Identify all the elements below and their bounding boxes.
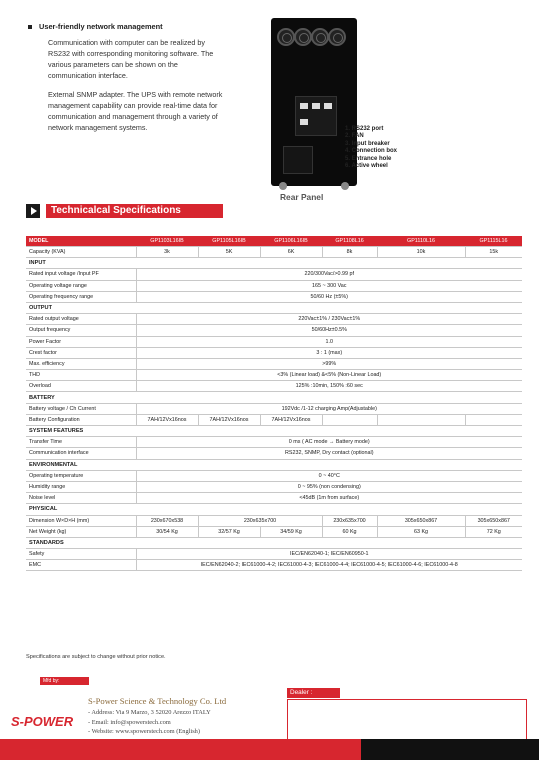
table-cell: GP1110L16 xyxy=(377,236,465,247)
table-row xyxy=(26,347,522,358)
table-cell: 60 Kg xyxy=(322,526,377,537)
feature-block xyxy=(28,22,228,141)
parts-list-item: 6. Active wheel xyxy=(345,163,388,170)
table-cell: 30/54 Kg xyxy=(136,526,198,537)
table-cell: 165 ~ 300 Vac xyxy=(136,280,522,291)
table-row xyxy=(26,358,522,369)
table-cell: 72 Kg xyxy=(465,526,522,537)
table-cell: 34/59 Kg xyxy=(260,526,322,537)
table-cell: 63 Kg xyxy=(377,526,465,537)
table-cell: GP1108L16 xyxy=(322,236,377,247)
table-row xyxy=(26,560,522,571)
table-section-row xyxy=(26,392,522,403)
fan-icon xyxy=(311,28,329,46)
table-row xyxy=(26,325,522,336)
table-cell: 6K xyxy=(260,247,322,258)
rs232-port-panel xyxy=(295,96,337,136)
section-label: BATTERY xyxy=(26,392,522,403)
table-cell: 230x635x700 xyxy=(322,515,377,526)
table-cell: 220/300Vac/>0.99 pf xyxy=(136,269,522,280)
table-row xyxy=(26,269,522,280)
parts-list-item: 2. FAN xyxy=(345,133,364,140)
table-row xyxy=(26,470,522,481)
table-row xyxy=(26,493,522,504)
footer-bar-dark xyxy=(361,739,539,760)
parts-list-item: 3. Input breaker xyxy=(345,140,390,147)
table-cell: 0 ~ 95% (non condensing) xyxy=(136,481,522,492)
feature-heading xyxy=(28,22,228,31)
table-cell: Crest factor xyxy=(26,347,136,358)
company-address: - Address: Via 9 Marzo, 3 52020 Arezzo ITALY xyxy=(88,709,211,716)
feature-heading-text: User-friendly network management xyxy=(39,22,163,31)
parts-list xyxy=(345,126,397,170)
table-cell: Operating temperature xyxy=(26,470,136,481)
table-cell: 3k xyxy=(136,247,198,258)
table-cell: Output frequency xyxy=(26,325,136,336)
table-section-row xyxy=(26,537,522,548)
table-cell: Overload xyxy=(26,381,136,392)
table-cell: 8k xyxy=(322,247,377,258)
table-cell: 15k xyxy=(465,247,522,258)
company-info xyxy=(88,696,226,737)
company-name: S-Power Science & Technology Co. Ltd xyxy=(88,696,227,706)
table-cell: 230x635x700 xyxy=(198,515,322,526)
table-row xyxy=(26,549,522,560)
table-cell: 230x670x538 xyxy=(136,515,198,526)
table-cell: MODEL xyxy=(26,236,136,247)
parts-list-item: 1. RS232 port xyxy=(345,126,384,132)
table-cell: 305x650x867 xyxy=(377,515,465,526)
dealer-label: Dealer : xyxy=(287,688,340,698)
bullet-icon xyxy=(28,25,32,29)
wheel-icon xyxy=(279,182,287,190)
table-cell: Humidity range xyxy=(26,481,136,492)
table-cell: 32/57 Kg xyxy=(198,526,260,537)
table-cell: 3 : 1 (max) xyxy=(136,347,522,358)
table-cell: 50/60 Hz (±5%) xyxy=(136,291,522,302)
table-cell: Rated output voltage xyxy=(26,314,136,325)
table-cell: Transfer Time xyxy=(26,437,136,448)
table-cell: GP1115L16 xyxy=(465,236,522,247)
table-row xyxy=(26,414,522,425)
table-cell: 0 ~ 40°C xyxy=(136,470,522,481)
company-website: - Website: www.spowerstech.com (English) xyxy=(88,728,201,736)
table-cell: GP1106L16IB xyxy=(260,236,322,247)
table-cell: GP1103L16IB xyxy=(136,236,198,247)
table-row xyxy=(26,370,522,381)
table-cell: Operating voltage range xyxy=(26,280,136,291)
mfd-label: Mfd by: xyxy=(40,677,89,685)
table-cell: 0 ms ( AC mode → Battery mode) xyxy=(136,437,522,448)
table-cell: Net Weight (kg) xyxy=(26,526,136,537)
table-cell: <3% (Linear load) &<5% (Non-Linear Load) xyxy=(136,370,522,381)
table-row xyxy=(26,403,522,414)
table-row xyxy=(26,336,522,347)
table-cell: Dimension W×D×H (mm) xyxy=(26,515,136,526)
feature-paragraph-2: External SNMP adapter. The UPS with remote network management capability can provide real-time data for communication and management through a variety of network management systems. xyxy=(48,90,223,132)
s-power-logo xyxy=(11,713,77,729)
table-cell: Max. efficiency xyxy=(26,358,136,369)
spec-table xyxy=(26,236,522,571)
table-row xyxy=(26,448,522,459)
table-row-model xyxy=(26,236,522,247)
section-label: SYSTEM FEATURES xyxy=(26,426,522,437)
table-cell: 7AH/12Vx16nos xyxy=(136,414,198,425)
table-cell: Rated input voltage /Input PF xyxy=(26,269,136,280)
table-row xyxy=(26,280,522,291)
table-cell: Power Factor xyxy=(26,336,136,347)
table-row xyxy=(26,437,522,448)
table-section-row xyxy=(26,258,522,269)
table-section-row xyxy=(26,426,522,437)
table-cell: IEC/EN62040-1; IEC/EN60950-1 xyxy=(136,549,522,560)
table-cell: Operating frequency range xyxy=(26,291,136,302)
table-cell: Noise level xyxy=(26,493,136,504)
table-cell: THD xyxy=(26,370,136,381)
table-cell xyxy=(377,414,465,425)
table-row xyxy=(26,515,522,526)
table-row xyxy=(26,381,522,392)
table-section-row xyxy=(26,504,522,515)
table-cell: 10k xyxy=(377,247,465,258)
table-cell: EMC xyxy=(26,560,136,571)
wheel-icon xyxy=(341,182,349,190)
section-label: INPUT xyxy=(26,258,522,269)
table-cell xyxy=(465,414,522,425)
footer-bar-red xyxy=(0,739,361,760)
table-cell: 192Vdc /1-12 charging Amp(Adjustable) xyxy=(136,403,522,414)
table-cell: Capacity (KVA) xyxy=(26,247,136,258)
fan-icon xyxy=(328,28,346,46)
table-cell: Battery Configuration xyxy=(26,414,136,425)
image-caption: Rear Panel xyxy=(280,192,324,202)
table-cell: 220Vac±1% / 230Vac±1% xyxy=(136,314,522,325)
table-cell: 7AH/12Vx16nos xyxy=(198,414,260,425)
table-row xyxy=(26,247,522,258)
table-cell: IEC/EN62040-2; IEC61000-4-2; IEC61000-4-3; IEC61000-4-4; IEC61000-4-5; IEC61000-4-6; IEC61000-4-8 xyxy=(136,560,522,571)
feature-paragraph-1: Communication with computer can be realized by RS232 with corresponding monitoring software. The various parameters can be shown on the communication interface. xyxy=(48,38,214,80)
section-label: OUTPUT xyxy=(26,302,522,313)
fan-icon xyxy=(277,28,295,46)
table-cell: 7AH/12Vx16nos xyxy=(260,414,322,425)
table-section-row xyxy=(26,459,522,470)
fan-icon xyxy=(294,28,312,46)
table-cell: <45dB (1m from surface) xyxy=(136,493,522,504)
table-cell xyxy=(322,414,377,425)
spec-disclaimer: Specifications are subject to change without prior notice. xyxy=(26,654,166,660)
table-cell: 305x650x867 xyxy=(465,515,522,526)
company-email: - Email: info@spowerstech.com xyxy=(88,718,171,726)
table-row xyxy=(26,481,522,492)
table-cell: 5K xyxy=(198,247,260,258)
table-cell: GP1105L16IB xyxy=(198,236,260,247)
section-label: STANDARDS xyxy=(26,537,522,548)
table-cell: 50/60Hz±0.5% xyxy=(136,325,522,336)
table-cell: Communication interface xyxy=(26,448,136,459)
parts-list-item: 4. Connection box xyxy=(345,148,398,155)
table-row xyxy=(26,314,522,325)
table-section-row xyxy=(26,302,522,313)
table-cell: 1.0 xyxy=(136,336,522,347)
section-title: Technicalcal Specifications xyxy=(46,204,223,218)
table-row xyxy=(26,526,522,537)
logo-text: S-POWER xyxy=(11,714,74,729)
table-row xyxy=(26,291,522,302)
table-cell: RS232, SNMP, Dry contact (optional) xyxy=(136,448,522,459)
table-cell: Battery voltage / Ch Current xyxy=(26,403,136,414)
parts-list-item: 5. Entrance hole xyxy=(345,155,392,162)
play-arrow-icon xyxy=(26,204,40,218)
section-label: PHYSICAL xyxy=(26,504,522,515)
table-cell: 125% :10min, 150% :60 sec xyxy=(136,381,522,392)
table-cell: Safety xyxy=(26,549,136,560)
table-cell: >99% xyxy=(136,358,522,369)
connection-box xyxy=(283,146,313,174)
section-label: ENVIRONMENTAL xyxy=(26,459,522,470)
